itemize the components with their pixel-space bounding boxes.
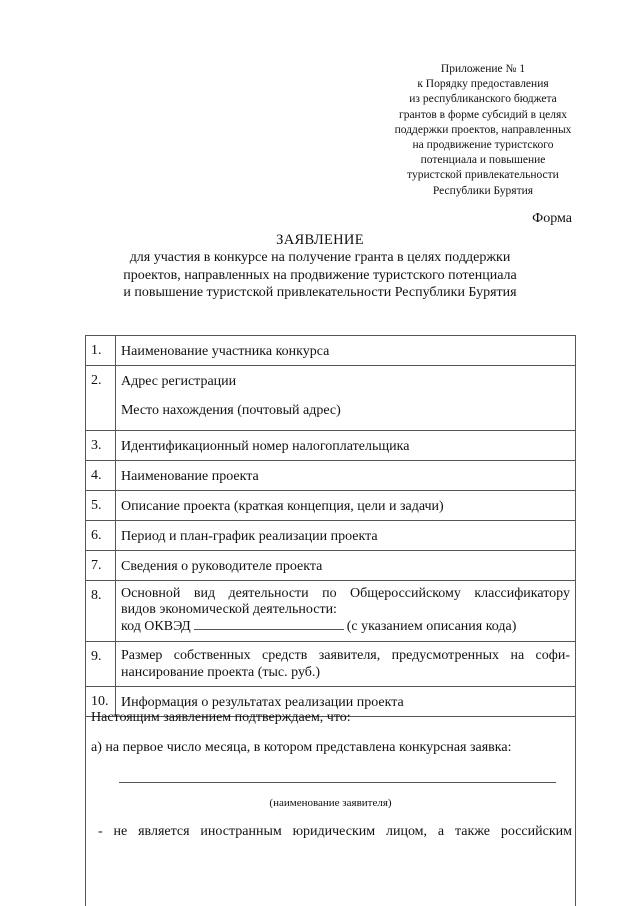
annex-line: Республики Бурятия <box>432 184 534 197</box>
subtitle-line: проектов, направленных на продвижение туристского потенциала <box>123 267 517 283</box>
subtitle-line: для участия в конкурсе на получение гранта в целях поддержки <box>129 250 511 265</box>
okved-prefix: код ОКВЭД <box>121 619 191 634</box>
row-text-line: видов экономической деятельности: <box>121 601 337 617</box>
row-number: 1. <box>86 336 116 365</box>
applicant-name-field[interactable] <box>119 782 556 783</box>
form-label: Форма <box>532 211 572 226</box>
row-number: 4. <box>86 461 116 490</box>
annex-line: к Порядку предоставления <box>417 78 549 91</box>
row-text-line: нансирование проекта (тыс. руб.) <box>121 665 321 680</box>
row-text <box>116 581 575 641</box>
row-number: 9. <box>86 642 116 686</box>
row-text: Информация о результатах реализации проекта <box>121 695 404 710</box>
annex-line: на продвижение туристского <box>412 139 554 152</box>
row-text <box>116 642 575 686</box>
title-subtitle <box>0 249 640 302</box>
statement-point-a: а) на первое число месяца, в котором представлена конкурсная заявка: <box>91 740 512 755</box>
annex-line: поддержки проектов, направленных <box>394 123 572 136</box>
row-text-line: Размер собственных средств заявителя, предусмотренных на софи- <box>121 648 570 663</box>
row-text-line: Основной вид деятельности по Общероссийскому классификатору <box>121 586 570 601</box>
table-row <box>86 551 575 581</box>
row-text: Период и план-график реализации проекта <box>121 529 378 544</box>
row-number: 7. <box>86 551 116 580</box>
statement-section <box>85 706 576 906</box>
row-text-line: Место нахождения (почтовый адрес) <box>121 403 341 418</box>
row-text-line: Адрес регистрации <box>121 374 237 389</box>
document-title <box>0 232 640 302</box>
row-text: Идентификационный номер налогоплательщика <box>121 439 410 454</box>
field-caption: (наименование заявителя) <box>269 797 392 809</box>
application-table <box>85 335 576 717</box>
table-row <box>86 461 575 491</box>
row-text: Наименование проекта <box>121 469 259 484</box>
row-number: 5. <box>86 491 116 520</box>
table-row <box>86 642 575 687</box>
table-row <box>86 336 575 366</box>
okved-line <box>121 617 570 635</box>
row-number: 10. <box>86 687 116 716</box>
row-text <box>116 366 575 430</box>
annex-block <box>380 62 586 199</box>
okved-blank-field[interactable] <box>194 617 344 630</box>
row-number: 8. <box>86 581 116 641</box>
row-number: 3. <box>86 431 116 460</box>
annex-line: потенциала и повышение <box>420 154 546 167</box>
title-heading: ЗАЯВЛЕНИЕ <box>276 232 364 248</box>
annex-line: Приложение № 1 <box>440 63 526 75</box>
okved-suffix: (с указанием описания кода) <box>346 619 517 634</box>
statement-last-line: - не является иностранным юридическим лицом, а также российским <box>98 824 572 839</box>
annex-line: туристской привлекательности <box>407 169 559 182</box>
table-row <box>86 431 575 461</box>
row-text: Наименование участника конкурса <box>121 344 330 359</box>
table-row <box>86 581 575 642</box>
annex-line: грантов в форме субсидий в целях <box>398 108 568 121</box>
annex-line: из республиканского бюджета <box>409 93 557 106</box>
table-row <box>86 521 575 551</box>
table-row <box>86 491 575 521</box>
row-text: Сведения о руководителе проекта <box>121 559 323 574</box>
row-number: 2. <box>86 366 116 430</box>
subtitle-line: и повышение туристской привлекательности Республики Бурятия <box>123 285 517 300</box>
table-row <box>86 366 575 431</box>
statement-intro: Настоящим заявлением подтверждаем, что: <box>91 710 351 725</box>
row-number: 6. <box>86 521 116 550</box>
row-text: Описание проекта (краткая концепция, цели и задачи) <box>121 499 444 514</box>
